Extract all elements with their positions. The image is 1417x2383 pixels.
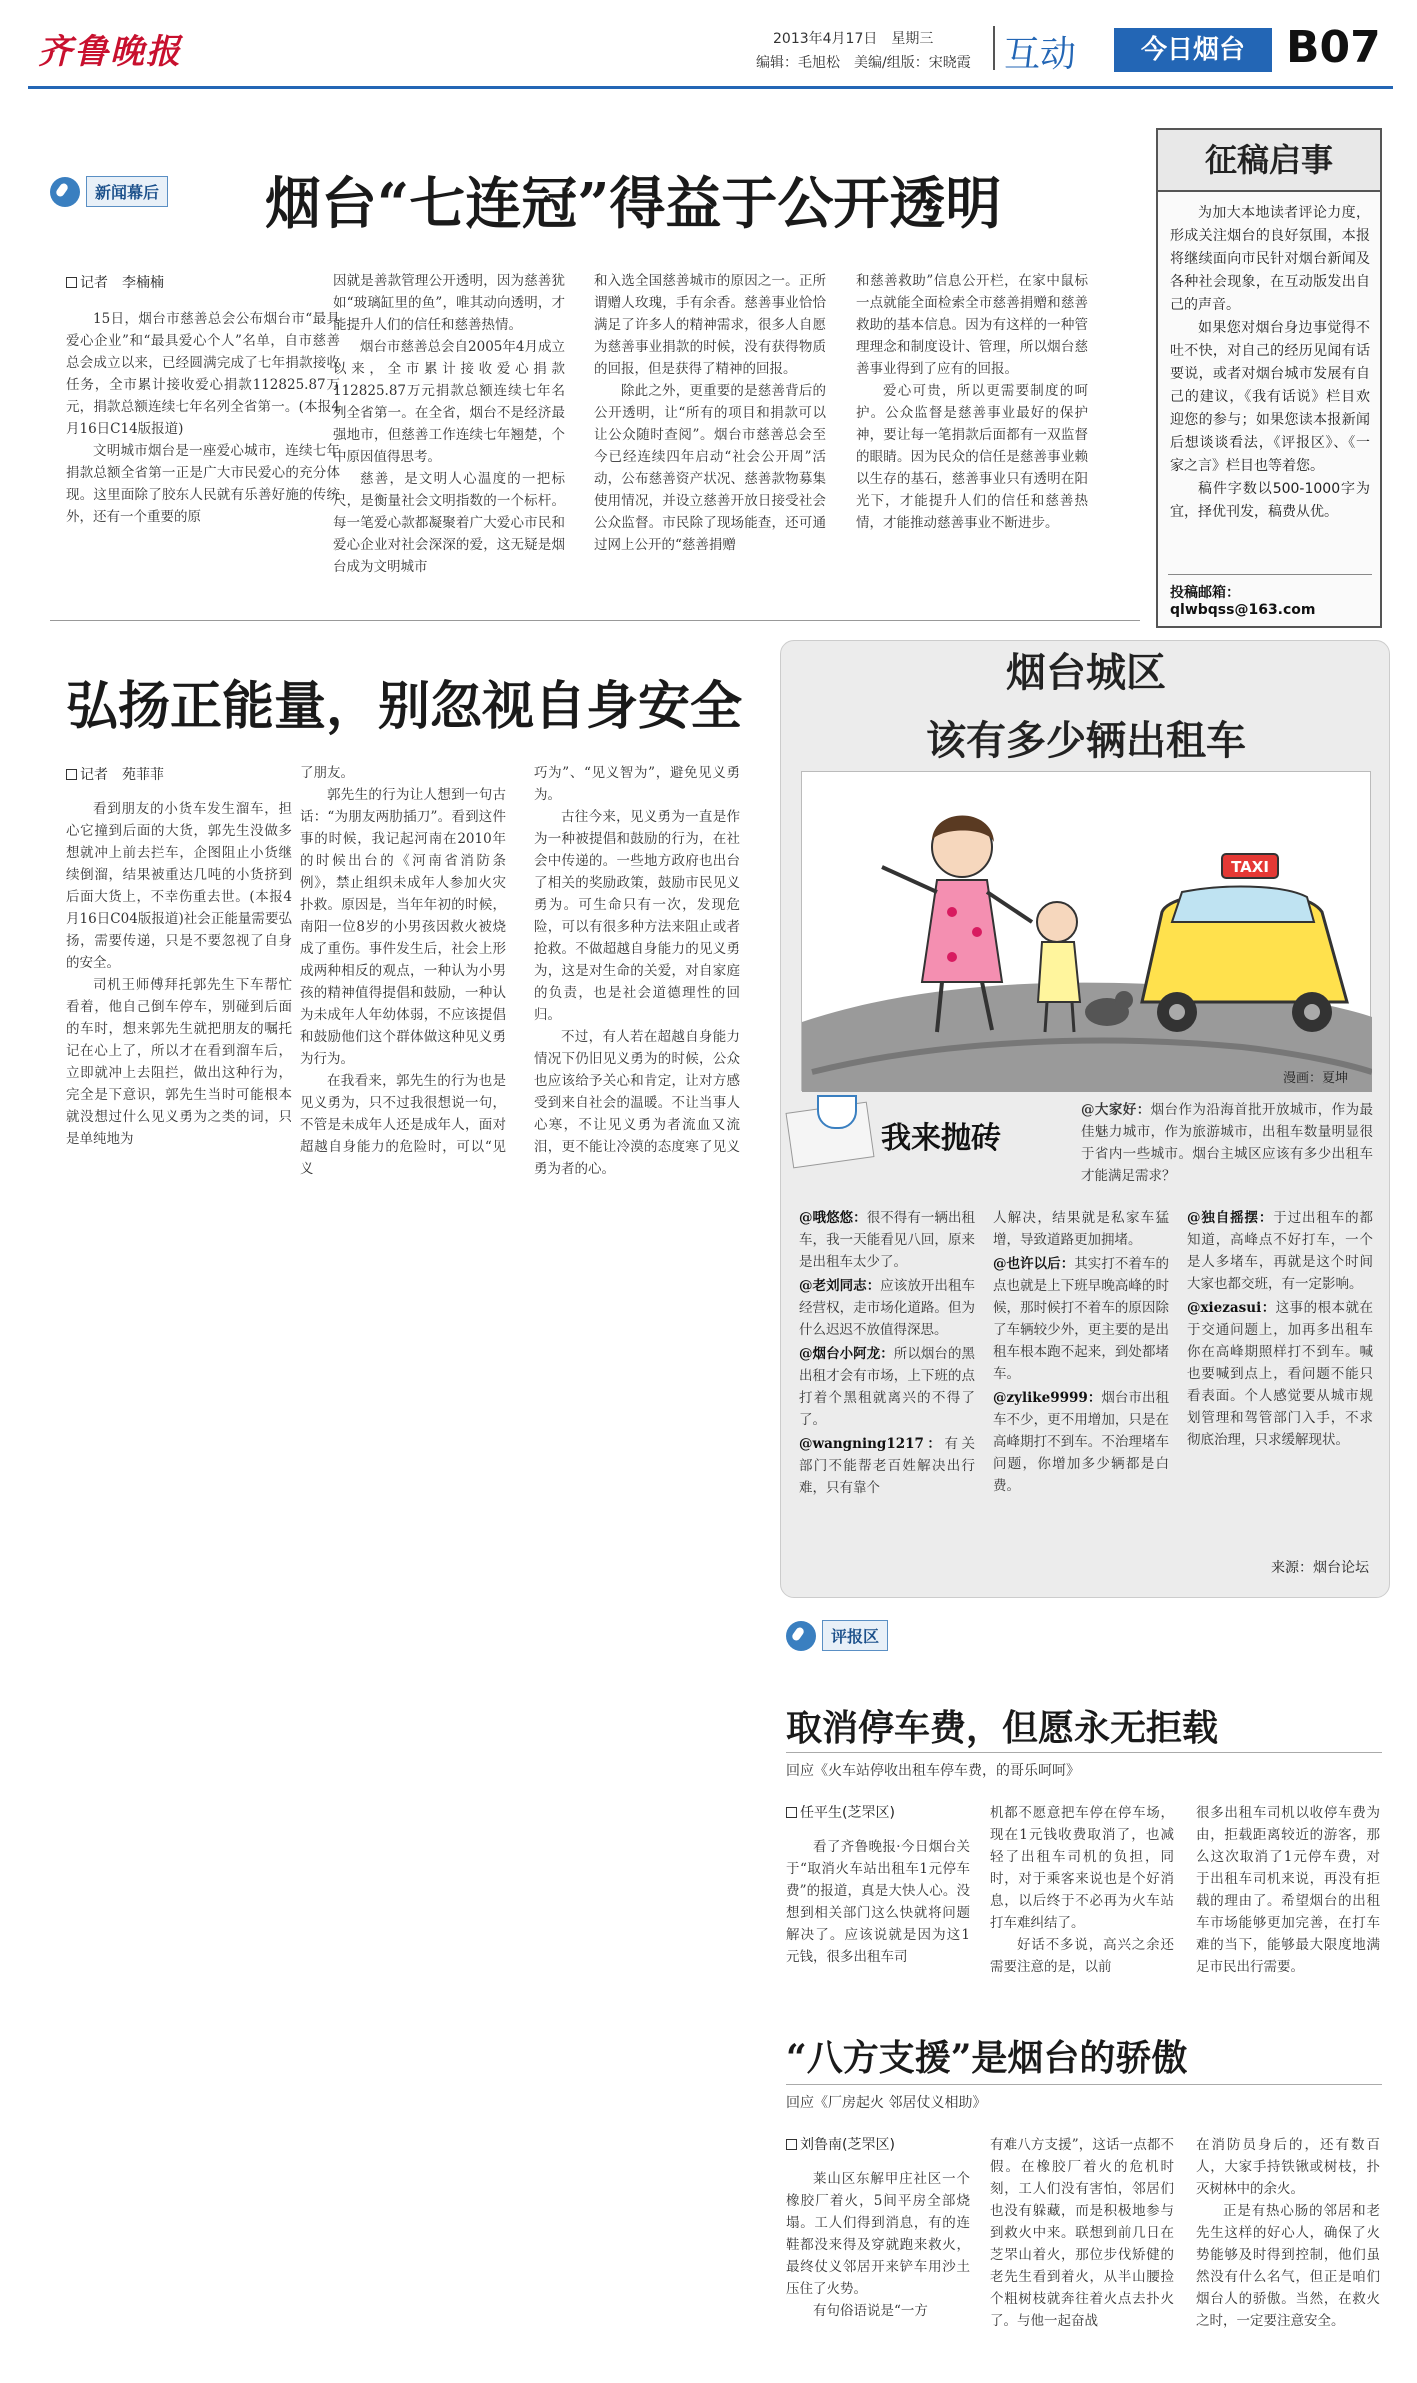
comment-author: @烟台小阿龙： (799, 1346, 894, 1362)
comment-author: @也许以后： (993, 1256, 1075, 1272)
paragraph: 和慈善救助”信息公开栏，在家中鼠标一点就能全面检索全市慈善捐赠和慈善救助的基本信息。因为有这样的一种管理理念和制度设计、管理，所以烟台慈善事业得到了应有的回报。 (856, 273, 1088, 377)
byline-text: 记者 苑菲菲 (80, 767, 164, 783)
throw-brick-label: 我来抛砖 (881, 1121, 1001, 1156)
review2-col3 (1196, 2134, 1380, 2332)
comment-text: 于过出租车的都知道，高峰点不好打车，一个是人多堵车，再就是这个时间大家也都交班，有一定影响。 (1187, 1210, 1373, 1292)
article1-col1 (66, 308, 340, 528)
masthead (28, 20, 1393, 82)
masthead-rule (28, 86, 1393, 89)
paragraph: 和入选全国慈善城市的原因之一。正所谓赠人玫瑰，手有余香。慈善事业恰恰满足了许多人的精神需求，很多人自愿为慈善事业捐款的时候，没有获得物质的回报，但是获得了精神的回报。 (594, 273, 826, 377)
comment-author: @wangning1217： (799, 1436, 945, 1452)
comment-text: 所以烟台的黑出租才会有市场，上下班的点打着个黑租就离兴的不得了了。 (799, 1346, 976, 1428)
article2-byline (66, 764, 164, 784)
intro-author: @大家好： (1081, 1102, 1151, 1118)
review1-col1 (786, 1836, 970, 1968)
byline-text: 任平生(芝罘区) (800, 1805, 895, 1821)
date-line: 2013年4月17日 星期三 (773, 31, 934, 47)
review2-col2 (990, 2134, 1174, 2332)
intro-text: 烟台作为沿海首批开放城市，作为最佳魅力城市，作为旅游城市，出租车数量明显很于省内一些城市。烟台主城区应该有多少出租车才能满足需求？ (1081, 1102, 1373, 1184)
page-number: B07 (1286, 22, 1381, 73)
paragraph: 在消防员身后的，还有数百人，大家手持铁锹或树枝，扑灭树林中的余火。 (1196, 2137, 1380, 2197)
paragraph: 不过，有人若在超越自身能力情况下仍旧见义勇为的时候，公众也应该给予关心和肯定，让对方感受到来自社会的温暖。不让当事人心寒，不让见义勇为者流血又流泪，更不能让冷漠的态度寒了见义勇为者的心。 (534, 1029, 740, 1177)
review1-col3 (1196, 1802, 1380, 1978)
notice-title: 征稿启事 (1156, 128, 1382, 192)
paragraph: 很多出租车司机以收停车费为由，拒载距离较近的游客，那么这次取消了1元停车费，对于出租车司机来说，再没有拒载的理由了。希望烟台的出租车市场能够更加完善，在打车难的当下，能够最大限度地满足市民出行需要。 (1196, 1805, 1380, 1975)
review2-rule (786, 2084, 1382, 2085)
comment-text: 很不得有一辆出租车，我一天能看见八回，原来是出租车太少了。 (799, 1210, 976, 1270)
review1-title: 取消停车费，但愿永无拒载 (786, 1707, 1219, 1749)
paragraph: 看到朋友的小货车发生溜车，担心它撞到后面的大货，郭先生没做多想就冲上前去拦车，企图阻止小货继续倒溜，结果被重达几吨的小货挤到后面大货上，不幸伤重去世。(本报4月16日C04版报道)社会正能量需要弘扬，需要传递，只是不要忽视了自身的安全。 (66, 801, 292, 971)
call-for-papers-box (1156, 128, 1382, 628)
newspaper-logo: 齐鲁晚报 (38, 32, 182, 72)
paragraph: 看了齐鲁晚报·今日烟台关于“取消火车站出租车1元停车费”的报道，真是大快人心。没想到相关部门这么快就将问题解决了。应该说就是因为这1元钱，很多出租车司 (786, 1839, 970, 1965)
comment (799, 1433, 975, 1499)
comment-text: 应该放开出租车经营权，走市场化道路。但为什么迟迟不放值得深思。 (799, 1278, 975, 1338)
comment (799, 1275, 975, 1341)
article2-col1 (66, 798, 292, 1150)
notice-paragraph: 如果您对烟台身边事觉得不吐不快，对自己的经历见闻有话要说，或者对烟台城市发展有自己的建议，《我有话说》栏目欢迎您的参与；如果您读本报新闻后想谈谈看法，《评报区》、《一家之言》栏目也等着您。 (1170, 320, 1370, 474)
taxi-title-line2: 该有多少辆出租车 (926, 717, 1246, 764)
tag-news-behind (50, 176, 168, 207)
paragraph: 有难八方支援”，这话一点都不假。在橡胶厂着火的危机时刻，工人们没有害怕，邻居们也没有躲藏，而是积极地参与到救火中来。联想到前几日在芝罘山着火，那位步伐矫健的老先生看到着火，从半山腰捡个粗树枝就奔往着火点去扑火了。与他一起奋战 (990, 2137, 1174, 2329)
comment (799, 1343, 975, 1431)
article1-title: 烟台“七连冠”得益于公开透明 (265, 171, 1002, 237)
comment (1187, 1207, 1373, 1295)
paragraph: 15日，烟台市慈善总会公布烟台市“最具爱心企业”和“最具爱心个人”名单，自市慈善总会成立以来，已经圆满完成了七年捐款接收任务，全市累计接收爱心捐款112825.87万元，捐款总额连续七年名列全省第一。(本报4月16日C14版报道) (66, 311, 340, 437)
comments-col1 (799, 1207, 975, 1501)
notice-divider (1168, 574, 1372, 575)
review2-reply: 回应《厂房起火 邻居仗义相助》 (786, 2095, 987, 2111)
paragraph: 巧为”、“见义智为”，避免见义勇为。 (534, 765, 740, 803)
comment-author: @老刘同志： (799, 1278, 881, 1294)
paragraph: 司机王师傅拜托郭先生下车帮忙看着，他自己倒车停车，别碰到后面的车时，想来郭先生就把朋友的嘱托记在心上了，所以才在看到溜车后，立即就冲上去阻拦，做出这种行为，完全是下意识，郭先生当时可能根本就没想过什么见义勇为之类的词，只是单纯地为 (66, 977, 292, 1147)
notice-email[interactable]: 投稿邮箱：qlwbqss@163.com (1170, 585, 1316, 618)
comment-text: 其实打不着车的点也就是上下班早晚高峰的时候，那时候打不着车的原因除了车辆较少外，更主要的是出租车根本跑不起来，到处都堵车。 (993, 1256, 1169, 1382)
paragraph: 郭先生的行为让人想到一句古话：“为朋友两肋插刀”。看到这件事的时候，我记起河南在2010年的时候出台的《河南省消防条例》，禁止组织未成年人参加火灾扑救。原因是，当年年初的时候，南阳一位8岁的小男孩因救火被烧成了重伤。事件发生后，社会上形成两种相反的观点，一种认为小男孩的精神值得提倡和鼓励，一种认为未成年人年幼体弱，不应该提倡和鼓励他们这个群体做这种见义勇为行为。 (300, 787, 506, 1067)
section-badge: 今日烟台 (1114, 28, 1272, 72)
article1-col3 (594, 270, 826, 556)
comments-col3 (1187, 1207, 1373, 1453)
paragraph: 古往今来，见义勇为一直是作为一种被提倡和鼓励的行为，在社会中传递的。一些地方政府也出台了相关的奖励政策，鼓励市民见义勇为。可生命只有一次，发现危险，可以有很多种方法来阻止或者抢救。不做超越自身能力的见义勇为，这是对生命的关爱，对自家庭的负责，也是社会道德理性的回归。 (534, 809, 740, 1023)
tag-label: 评报区 (822, 1620, 888, 1651)
article1-byline (66, 272, 164, 292)
paragraph: 在我看来，郭先生的行为也是见义勇为，只不过我很想说一句，不管是未成年人还是成年人，面对超越自身能力的危险时，可以“见义 (300, 1073, 506, 1177)
comment (993, 1207, 1169, 1251)
byline-text: 刘鲁南(芝罘区) (800, 2137, 895, 2153)
article1-col2 (333, 270, 565, 578)
comment-text: 有关部门不能帮老百姓解决出行难，只有靠个 (799, 1436, 975, 1496)
notice-paragraph: 为加大本地读者评论力度，形成关注烟台的良好氛围，本报将继续面向市民针对烟台新闻及各种社会现象，在互动版发出自己的声音。 (1170, 205, 1370, 313)
comments-col2 (993, 1207, 1169, 1499)
microphone-icon (786, 1621, 816, 1651)
taxi-panel (780, 640, 1390, 1598)
byline-text: 记者 李楠楠 (80, 275, 164, 291)
masthead-divider (993, 26, 995, 70)
paragraph: 正是有热心肠的邻居和老先生这样的好心人，确保了火势能够及时得到控制，他们虽然没有什么名气，但正是咱们烟台人的骄傲。当然，在救火之时，一定要注意安全。 (1196, 2203, 1380, 2329)
review2-byline (786, 2134, 895, 2154)
tag-label: 新闻幕后 (86, 176, 168, 207)
cartoon-svg (802, 772, 1372, 1092)
coffee-cup-icon (817, 1095, 857, 1129)
review1-rule (786, 1752, 1382, 1753)
comment (993, 1253, 1169, 1385)
paragraph: 爱心可贵，所以更需要制度的呵护。公众监督是慈善事业最好的保护神，要让每一笔捐款后面都有一双监督的眼睛。因为民众的信任是慈善事业赖以生存的基石，慈善事业只有透明在阳光下，才能提升人们的信任和慈善热情，才能推动慈善事业不断进步。 (856, 383, 1088, 531)
review1-byline (786, 1802, 895, 1822)
comment-author: @哦悠悠： (799, 1210, 867, 1226)
article2-title: 弘扬正能量，别忽视自身安全 (66, 676, 743, 737)
comments-source: 来源：烟台论坛 (1271, 1560, 1369, 1576)
section-name: 互动 (1004, 34, 1077, 75)
paragraph: 烟台市慈善总会自2005年4月成立以来，全市累计接收爱心捐款112825.87万元捐款总额连续七年名列全省第一。在全省，烟台不是经济最强地市，但慈善工作连续七年翘楚，个中原因值得思考。 (333, 339, 565, 465)
microphone-icon (50, 177, 80, 207)
article1-col4 (856, 270, 1088, 534)
paragraph: 好话不多说，高兴之余还需要注意的是，以前 (990, 1937, 1174, 1975)
comment-text: 这事的根本就在于交通问题上，加再多出租车你在高峰期照样打不到车。喊也要喊到点上，看问题不能只看表面。个人感觉要从城市规划管理和驾管部门入手，不求彻底治理，只求缓解现状。 (1187, 1300, 1373, 1448)
comment (799, 1207, 975, 1273)
comment-text: 烟台市出租车不少，更不用增加，只是在高峰期打不到车。不治理堵车问题，你增加多少辆都是白费。 (993, 1390, 1169, 1494)
paragraph: 因就是善款管理公开透明，因为慈善犹如“玻璃缸里的鱼”，唯其动向透明，才能提升人们的信任和慈善热情。 (333, 273, 565, 333)
review1-col2 (990, 1802, 1174, 1978)
section-rule (50, 620, 1140, 621)
paragraph: 文明城市烟台是一座爱心城市，连续七年捐款总额全省第一正是广大市民爱心的充分体现。这里面除了胶东人民就有乐善好施的传统外，还有一个重要的原 (66, 443, 340, 525)
article2-col2 (300, 762, 506, 1180)
comment (993, 1387, 1169, 1497)
comment-text: 人解决，结果就是私家车猛增，导致道路更加拥堵。 (993, 1210, 1169, 1248)
comment (1187, 1297, 1373, 1451)
paragraph: 慈善，是文明人心温度的一把标尺，是衡量社会文明指数的一个标杆。每一笔爱心款都凝聚着广大爱心市民和爱心企业对社会深深的爱，这无疑是烟台成为文明城市 (333, 471, 565, 575)
paragraph: 机都不愿意把车停在停车场，现在1元钱收费取消了，也减轻了出租车司机的负担，同时，对于乘客来说也是个好消息，以后终于不必再为火车站打车难纠结了。 (990, 1805, 1174, 1931)
paragraph: 了朋友。 (300, 765, 354, 781)
editors-line: 编辑：毛旭松 美编/组版：宋晓霞 (756, 55, 971, 71)
paragraph: 有句俗语说是“一方 (813, 2303, 928, 2319)
comment-author: @独自摇摆： (1187, 1210, 1274, 1226)
comment-author: @xiezasui： (1187, 1300, 1276, 1316)
review2-col1 (786, 2168, 970, 2322)
cartoon-illustration (801, 771, 1371, 1091)
illustrator-credit: 漫画：夏坤 (1282, 1071, 1348, 1086)
taxi-title-line1: 烟台城区 (1006, 649, 1166, 696)
article2-col3 (534, 762, 740, 1180)
tag-review-zone (786, 1620, 888, 1651)
paragraph: 莱山区东解甲庄社区一个橡胶厂着火，5间平房全部烧塌。工人们得到消息，有的连鞋都没来得及穿就跑来救火，最终仗义邻居开来铲车用沙土压住了火势。 (786, 2171, 970, 2297)
notice-paragraph: 稿件字数以500-1000字为宜，择优刊发，稿费从优。 (1170, 481, 1370, 520)
paragraph: 除此之外，更重要的是慈善背后的公开透明，让“所有的项目和捐款可以让公众随时查阅”。烟台市慈善总会至今已经连续四年启动“社会公开周”活动，公布慈善资产状况、慈善款物募集使用情况，并设立慈善开放日接受社会公众监督。市民除了现场能查，还可通过网上公开的“慈善捐赠 (594, 383, 826, 553)
review2-title: “八方支援”是烟台的骄傲 (786, 2037, 1188, 2079)
review1-reply: 回应《火车站停收出租车停车费，的哥乐呵呵》 (786, 1763, 1080, 1779)
tag-throw-brick (789, 1089, 1039, 1167)
taxi-sign-text: TAXI (1231, 858, 1269, 876)
comment-author: @zylike9999： (993, 1390, 1102, 1406)
